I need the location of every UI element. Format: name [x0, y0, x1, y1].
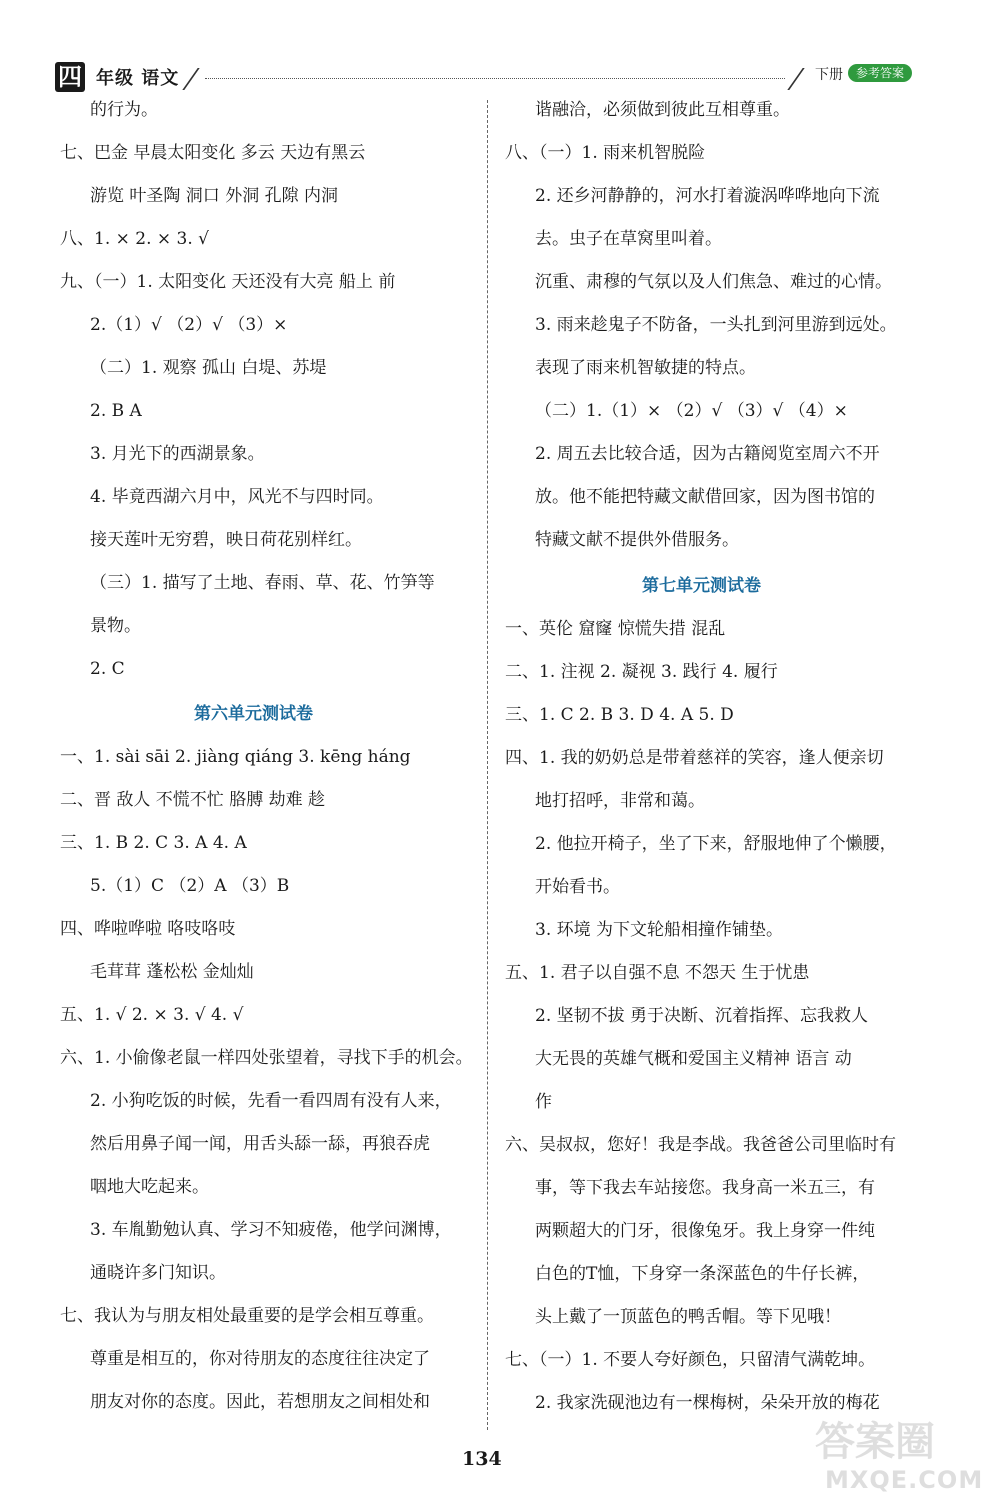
answer-line: 头上戴了一顶蓝色的鸭舌帽。等下见哦！ [535, 1307, 841, 1327]
answer-line: 地打招呼，非常和蔼。 [535, 791, 705, 811]
answer-line: 表现了雨来机智敏捷的特点。 [535, 358, 756, 378]
answer-line: 八、（一）1. 雨来机智脱险 [505, 143, 706, 163]
answer-line: 一、1. sài sāi 2. jiàng qiáng 3. kēng háng [60, 747, 411, 767]
answer-line: 两颗超大的门牙，很像兔牙。我上身穿一件纯 [535, 1221, 875, 1241]
answer-line: 七、巴金 早晨太阳变化 多云 天边有黑云 [60, 143, 366, 163]
answer-line: 4. 毕竟西湖六月中，风光不与四时同。 [90, 487, 384, 507]
answer-line: 景物。 [90, 616, 141, 636]
answer-line: 2. 周五去比较合适，因为古籍阅览室周六不开 [535, 444, 880, 464]
answer-line: 2. C [90, 659, 125, 679]
answer-line: 2.（1）√ （2）√ （3）× [90, 315, 288, 335]
answer-line: 白色的T恤，下身穿一条深蓝色的牛仔长裤， [535, 1264, 870, 1284]
answer-line: 游览 叶圣陶 洞口 外洞 孔隙 内洞 [90, 186, 339, 206]
answer-line: 二、1. 注视 2. 凝视 3. 践行 4. 履行 [505, 662, 778, 682]
answer-line: 四、1. 我的奶奶总是带着慈祥的笑容，逢人便亲切 [505, 748, 884, 768]
answer-line: 朋友对你的态度。因此，若想朋友之间相处和 [90, 1392, 430, 1412]
answer-line: 的行为。 [90, 100, 158, 120]
answer-line: 2. 坚韧不拔 勇于决断、沉着指挥、忘我救人 [535, 1006, 869, 1026]
answer-line: （二）1. 观察 孤山 白堤、苏堤 [90, 358, 327, 378]
answer-line: 3. 环境 为下文轮船相撞作铺垫。 [535, 920, 784, 940]
answer-line: 咽地大吃起来。 [90, 1177, 209, 1197]
answer-line: 毛茸茸 蓬松松 金灿灿 [90, 962, 254, 982]
answer-line: 大无畏的英雄气概和爱国主义精神 语言 动 [535, 1049, 852, 1069]
answer-line: 3. 月光下的西湖景象。 [90, 444, 265, 464]
answer-line: （二）1.（1）× （2）√ （3）√ （4）× [535, 401, 848, 421]
answer-line: 四、哗啦哗啦 咯吱咯吱 [60, 919, 236, 939]
answer-line: 三、1. B 2. C 3. A 4. A [60, 833, 247, 853]
header-dotted-rule [205, 78, 785, 79]
answer-line: 谐融洽，必须做到彼此互相尊重。 [535, 100, 790, 120]
answer-line: 一、英伦 窟窿 惊慌失措 混乱 [505, 619, 726, 639]
answer-line: 2. 他拉开椅子，坐了下来，舒服地伸了个懒腰， [535, 834, 897, 854]
answer-line: 5.（1）C （2）A （3）B [90, 876, 290, 896]
answer-line: 五、1. √ 2. × 3. √ 4. √ [60, 1005, 244, 1025]
watermark-url: MXQE.COM [825, 1466, 984, 1494]
header-divider-left [182, 68, 199, 90]
header-divider-right [787, 68, 804, 90]
watermark-title: 答案圈 [815, 1419, 935, 1465]
answer-line: 特藏文献不提供外借服务。 [535, 530, 739, 550]
answer-line: 事，等下我去车站接您。我身高一米五三，有 [535, 1178, 875, 1198]
answer-line: 接天莲叶无穷碧，映日荷花别样红。 [90, 530, 362, 550]
volume-label: 下册 [815, 67, 843, 83]
answer-line: 放。他不能把特藏文献借回家，因为图书馆的 [535, 487, 875, 507]
section-title-unit6: 第六单元测试卷 [194, 704, 313, 724]
answer-line: 然后用鼻子闻一闻，用舌头舔一舔，再狼吞虎 [90, 1134, 430, 1154]
answer-line: 沉重、肃穆的气氛以及人们焦急、难过的心情。 [535, 272, 892, 292]
answer-line: 通晓许多门知识。 [90, 1263, 226, 1283]
answer-line: 2. B A [90, 401, 142, 421]
watermark-logo [815, 1410, 990, 1500]
answer-line: 3. 雨来趁鬼子不防备，一头扎到河里游到远处。 [535, 315, 897, 335]
answer-line: 3. 车胤勤勉认真、学习不知疲倦，他学问渊博， [90, 1220, 452, 1240]
answer-line: 六、吴叔叔，您好！我是李战。我爸爸公司里临时有 [505, 1135, 896, 1155]
answer-line: 五、1. 君子以自强不息 不怨天 生于忧患 [505, 963, 810, 983]
grade-subject-label: 年级 语文 [96, 68, 180, 89]
answer-line: 尊重是相互的，你对待朋友的态度往往决定了 [90, 1349, 430, 1369]
answer-line: 2. 我家洗砚池边有一棵梅树，朵朵开放的梅花 [535, 1393, 880, 1413]
answer-line: 去。虫子在草窝里叫着。 [535, 229, 722, 249]
answer-line: 开始看书。 [535, 877, 620, 897]
answer-line: 九、（一）1. 太阳变化 天还没有大亮 船上 前 [60, 272, 396, 292]
section-title-unit7: 第七单元测试卷 [642, 576, 761, 596]
answer-line: 七、我认为与朋友相处最重要的是学会相互尊重。 [60, 1306, 434, 1326]
answer-line: （三）1. 描写了土地、春雨、草、花、竹笋等 [90, 573, 435, 593]
page-number: 134 [462, 1448, 502, 1470]
answer-line: 2. 还乡河静静的，河水打着漩涡哗哗地向下流 [535, 186, 880, 206]
answer-line: 三、1. C 2. B 3. D 4. A 5. D [505, 705, 734, 725]
page-header [0, 0, 1000, 92]
answer-badge: 参考答案 [848, 64, 912, 82]
answer-line: 八、1. × 2. × 3. √ [60, 229, 209, 249]
answer-line: 2. 小狗吃饭的时候，先看一看四周有没有人来， [90, 1091, 452, 1111]
answer-line: 二、晋 敌人 不慌不忙 胳膊 劫难 趁 [60, 790, 326, 810]
column-divider [487, 100, 488, 1430]
answer-line: 七、（一）1. 不要人夸好颜色，只留清气满乾坤。 [505, 1350, 876, 1370]
grade-number-box: 四 [55, 62, 85, 92]
answer-line: 六、1. 小偷像老鼠一样四处张望着，寻找下手的机会。 [60, 1048, 473, 1068]
answer-line: 作 [535, 1092, 552, 1112]
